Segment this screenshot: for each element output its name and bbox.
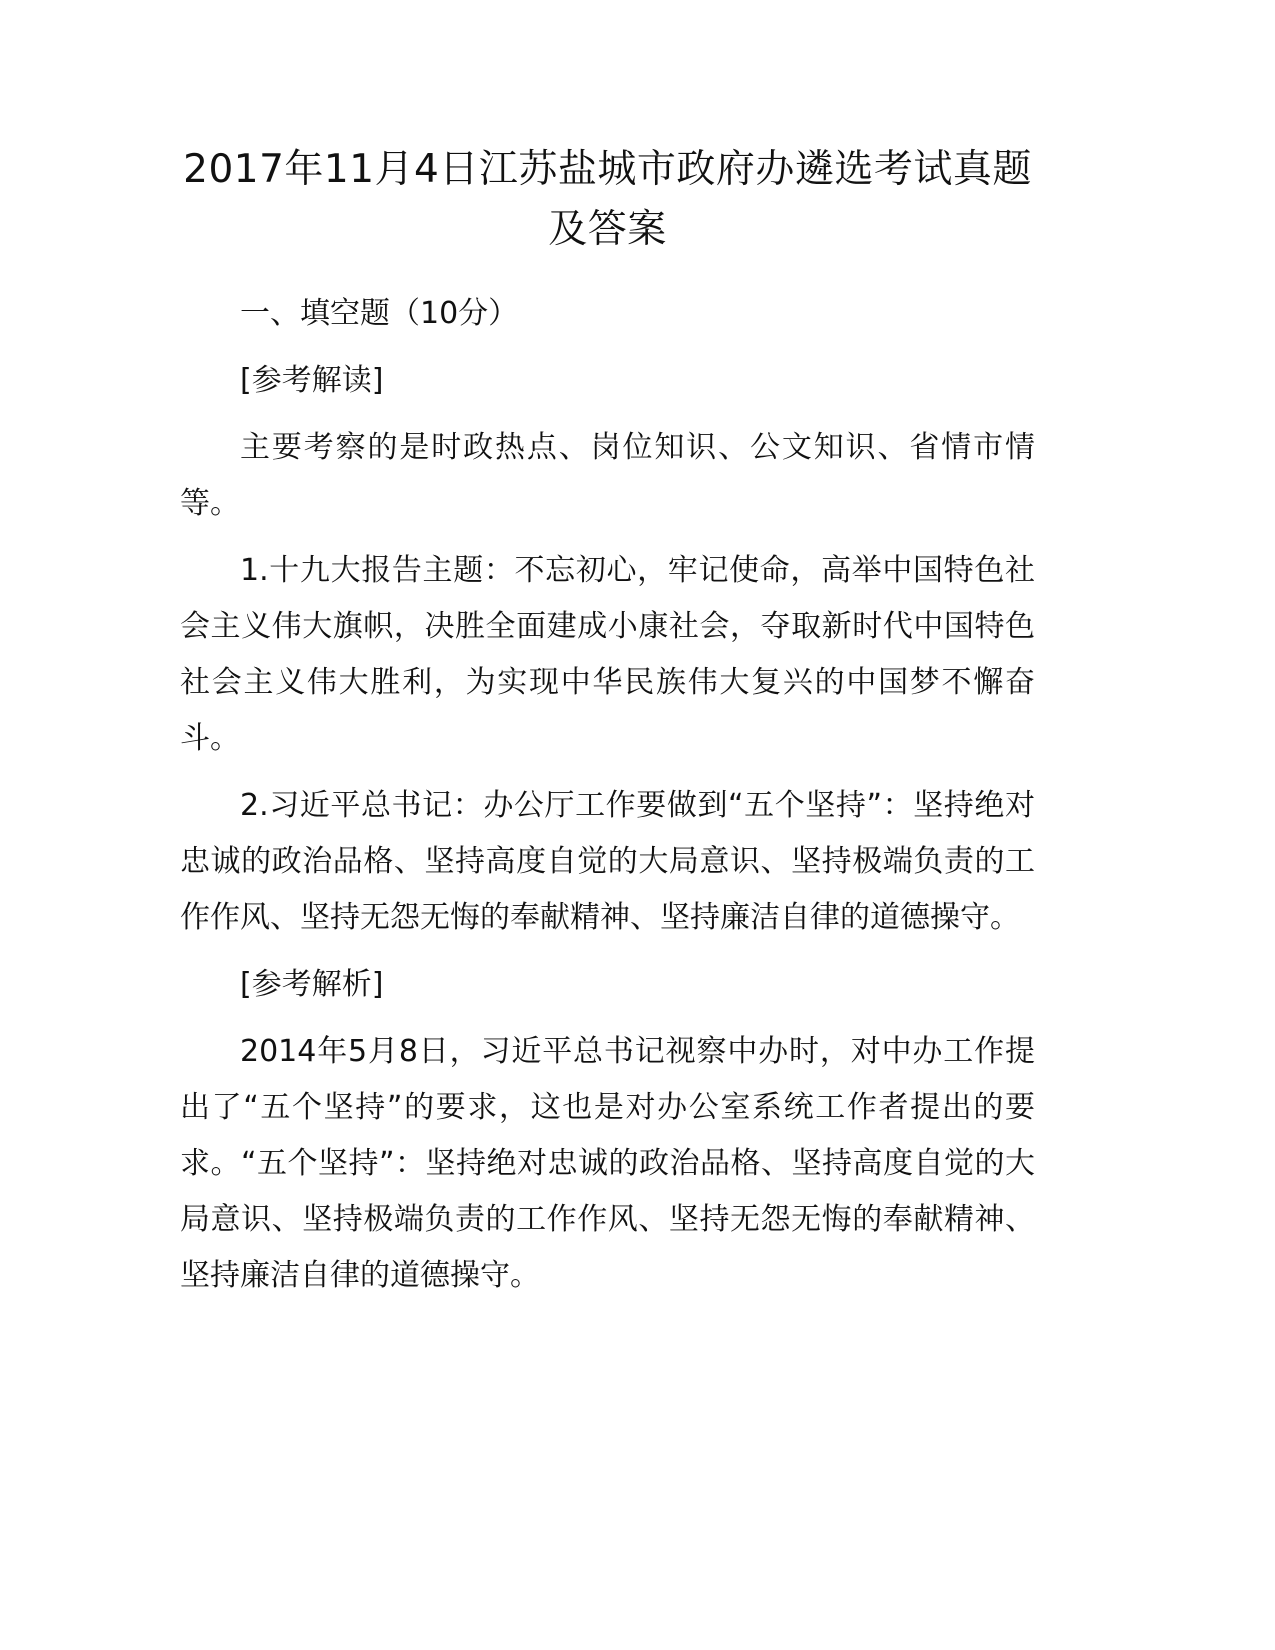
section-heading-fill-in-blank: 一、填空题（10分）	[240, 296, 519, 331]
paragraph-item-1: 1.十九大报告主题：不忘初心，牢记使命，高举中国特色社会主义伟大旗帜，决胜全面建成小康社会，夺取新时代中国特色社会主义伟大胜利，为实现中华民族伟大复兴的中国梦不懈奋斗。	[180, 553, 1035, 756]
reference-analysis-label: [参考解析]	[240, 967, 384, 1002]
reference-reading-label: [参考解读]	[240, 363, 384, 398]
paragraph-item-2: 2.习近平总书记：办公厅工作要做到“五个坚持”：坚持绝对忠诚的政治品格、坚持高度自觉的大局意识、坚持极端负责的工作作风、坚持无怨无悔的奉献精神、坚持廉洁自律的道德操守。	[180, 788, 1035, 935]
document-title: 2017年11月4日江苏盐城市政府办遴选考试真题及答案	[183, 147, 1032, 252]
document-page	[180, 140, 1035, 1304]
paragraph-exam-scope: 主要考察的是时政热点、岗位知识、公文知识、省情市情等。	[180, 430, 1035, 521]
paragraph-analysis: 2014年5月8日，习近平总书记视察中办时，对中办工作提出了“五个坚持”的要求，这也是对办公室系统工作者提出的要求。“五个坚持”：坚持绝对忠诚的政治品格、坚持高度自觉的大局意识、坚持极端负责的工作作风、坚持无怨无悔的奉献精神、坚持廉洁自律的道德操守。	[180, 1034, 1035, 1293]
